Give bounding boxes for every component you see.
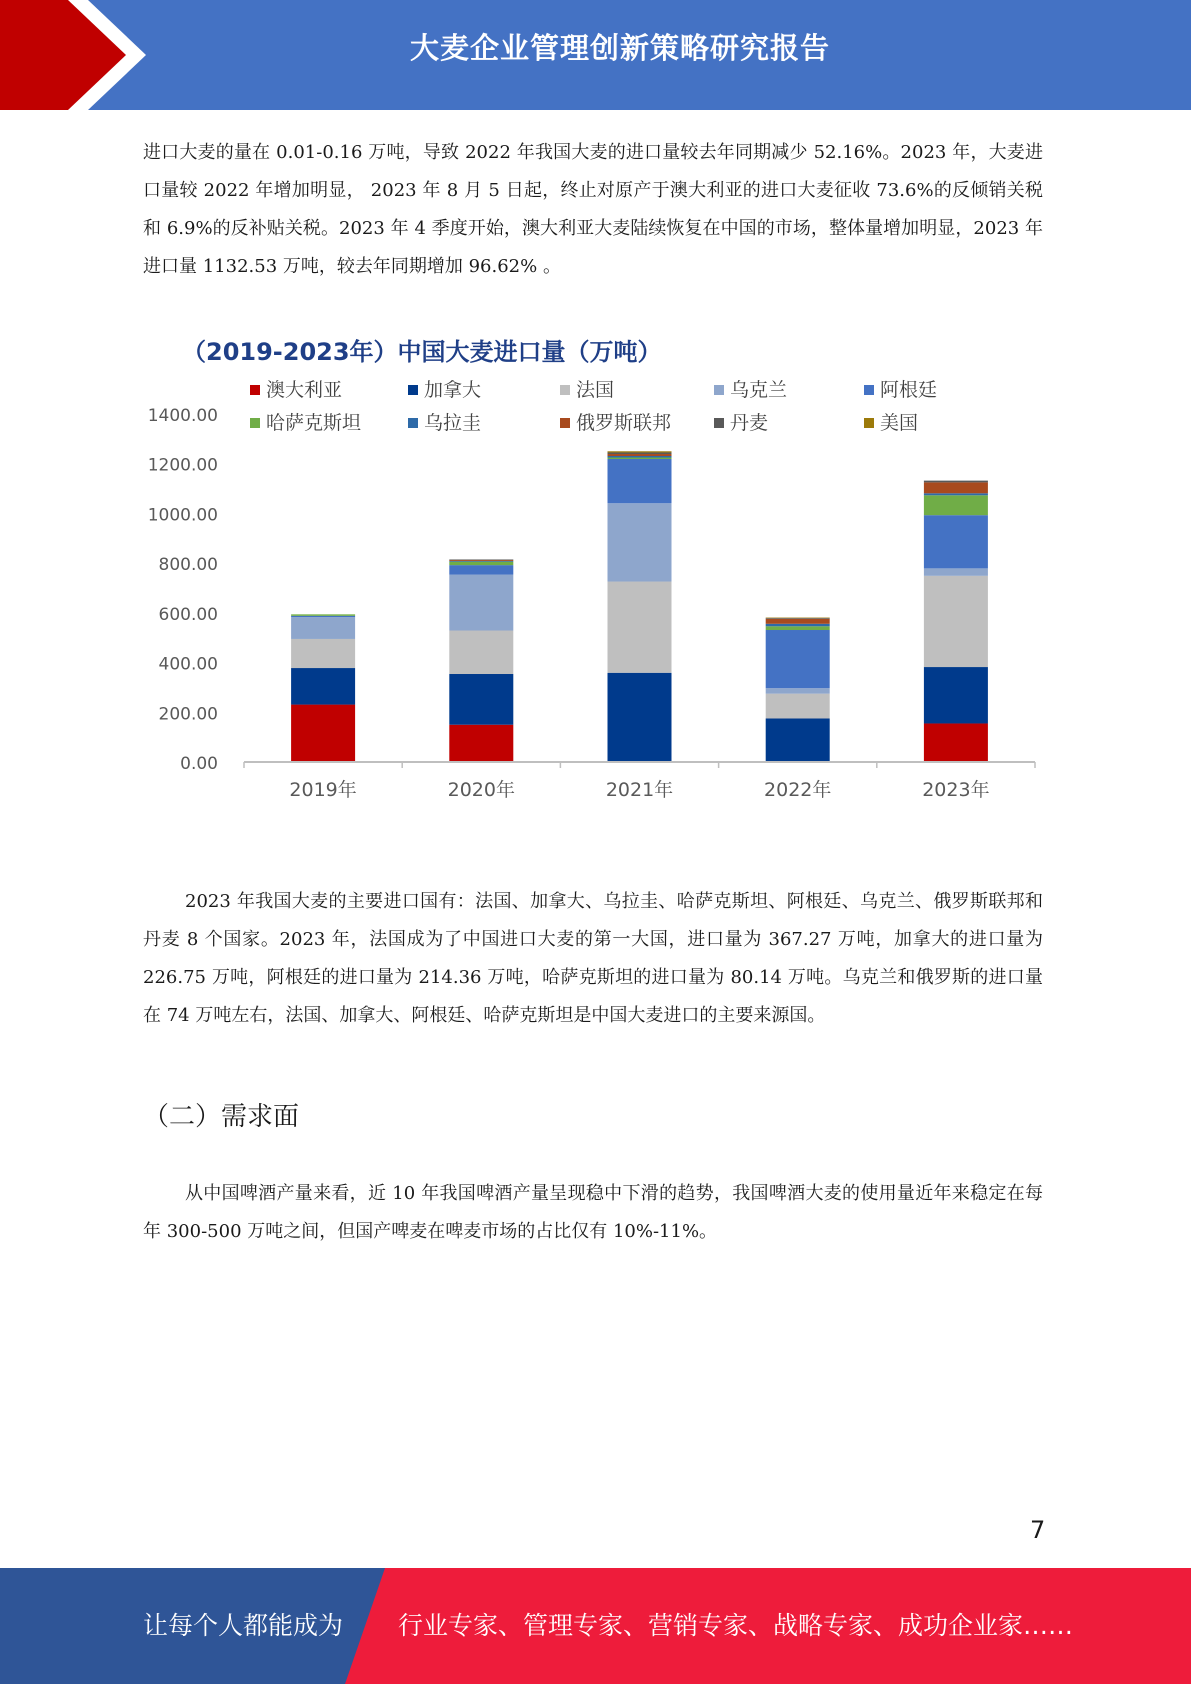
y-tick-label: 400.00 [158, 654, 218, 675]
x-tick-label: 2020年 [447, 779, 515, 801]
legend-swatch [250, 418, 260, 428]
chart-legend [250, 379, 937, 434]
header-title: 大麦企业管理创新策略研究报告 [409, 31, 830, 65]
y-tick-label: 600.00 [158, 604, 218, 625]
bar-segment [449, 674, 513, 725]
legend-label: 美国 [880, 412, 919, 434]
section-title-demand: （二）需求面 [143, 1102, 300, 1132]
legend-swatch [714, 385, 724, 395]
bar-segment [291, 668, 355, 705]
legend-label: 俄罗斯联邦 [576, 412, 672, 434]
legend-swatch [408, 385, 418, 395]
chart-y-axis [148, 406, 218, 774]
bar-segment [766, 630, 830, 688]
page-footer [0, 1568, 1191, 1684]
bar-segment [924, 482, 988, 493]
x-tick-label: 2022年 [764, 779, 832, 801]
bar-segment [766, 619, 830, 624]
bar-segment [924, 667, 988, 723]
chart-x-axis [244, 762, 1035, 801]
bar-segment [924, 481, 988, 483]
page-header [0, 0, 1191, 110]
x-tick-label: 2023年 [922, 779, 990, 801]
bar-segment [766, 719, 830, 763]
bar-segment [608, 673, 672, 762]
legend-label: 阿根廷 [880, 379, 938, 401]
bar-segment [291, 617, 355, 639]
bar-segment [608, 503, 672, 581]
bar-segment [924, 723, 988, 762]
legend-label: 乌拉圭 [424, 412, 482, 434]
bar-segment [924, 568, 988, 575]
bar-segment [449, 631, 513, 675]
bar-segment [449, 561, 513, 562]
bar-segment [608, 458, 672, 459]
bar-segment [291, 705, 355, 762]
x-tick-label: 2021年 [605, 779, 674, 801]
paragraph-import-overview: 进口大麦的量在 0.01-0.16 万吨，导致 2022 年我国大麦的进口量较去年同期减少 52.16%。2023 年，大麦进口量较 2022 年增加明显， 2023 年 8 月 5 日起，终止对原产于澳大利亚的进口大麦征收 73.6%的反倾销关税和 6.9%的反补贴关税。2023 年 4 季度开始，澳大利亚大麦陆续恢复在中国的市场，整体量增加明显，2023 年进口量 1132.53 万吨，较去年同期增加 96.62% 。 [143, 142, 1043, 277]
legend-swatch [864, 418, 874, 428]
header-arrow-decoration [0, 0, 160, 110]
paragraph-beer-demand: 从中国啤酒产量来看，近 10 年我国啤酒产量呈现稳中下滑的趋势，我国啤酒大麦的使用量近年来稳定在每年 300-500 万吨之间，但国产啤麦在啤麦市场的占比仅有 10%-11%。 [143, 1183, 1043, 1242]
bar-segment [766, 694, 830, 719]
legend-label: 法国 [576, 379, 615, 401]
bar-segment [449, 562, 513, 565]
bar-segment [766, 624, 830, 626]
y-tick-label: 1000.00 [147, 505, 218, 526]
bar-segment [449, 575, 513, 631]
bar-segment [766, 618, 830, 619]
bar-segment [608, 454, 672, 456]
y-tick-label: 800.00 [158, 555, 218, 576]
bar-segment [449, 565, 513, 574]
footer-slogan-right: 行业专家、管理专家、营销专家、战略专家、成功企业家…… [398, 1611, 1074, 1640]
bar-segment [924, 493, 988, 495]
bar-segment [291, 614, 355, 615]
bar-segment [924, 576, 988, 667]
bar-segment [291, 639, 355, 668]
legend-label: 哈萨克斯坦 [266, 412, 362, 434]
x-tick-label: 2019年 [289, 779, 357, 801]
legend-label: 乌克兰 [730, 379, 788, 401]
footer-slogan-left: 让每个人都能成为 [143, 1611, 344, 1640]
legend-swatch [560, 418, 570, 428]
bar-segment [608, 459, 672, 503]
barley-import-chart [120, 320, 1050, 820]
paragraph-main-importers: 2023 年我国大麦的主要进口国有：法国、加拿大、乌拉圭、哈萨克斯坦、阿根廷、乌克兰、俄罗斯联邦和丹麦 8 个国家。2023 年，法国成为了中国进口大麦的第一大国，进口量为 367.27 万吨，加拿大的进口量为 226.75 万吨，阿根廷的进口量为 214.36 万吨，哈萨克斯坦的进口量为 80.14 万吨。乌克兰和俄罗斯的进口量在 74 万吨左右，法国、加拿大、阿根廷、哈萨克斯坦是中国大麦进口的主要来源国。 [143, 891, 1043, 1026]
bar-segment [608, 582, 672, 673]
y-tick-label: 1200.00 [147, 455, 218, 476]
bar-segment [766, 688, 830, 693]
bar-segment [449, 560, 513, 561]
legend-swatch [714, 418, 724, 428]
bar-segment [766, 626, 830, 630]
legend-swatch [560, 385, 570, 395]
legend-swatch [250, 385, 260, 395]
bar-segment [291, 616, 355, 617]
bar-segment [924, 515, 988, 568]
bar-segment [449, 725, 513, 762]
y-tick-label: 200.00 [158, 704, 218, 725]
legend-swatch [408, 418, 418, 428]
y-tick-label: 0.00 [180, 754, 218, 774]
bar-segment [608, 453, 672, 454]
legend-label: 丹麦 [730, 412, 769, 434]
legend-label: 加拿大 [424, 379, 482, 401]
chart-bars [291, 451, 988, 762]
chart-title: （2019-2023年）中国大麦进口量（万吨） [182, 338, 662, 366]
legend-swatch [864, 385, 874, 395]
legend-label: 澳大利亚 [266, 379, 343, 401]
y-tick-label: 1400.00 [147, 406, 218, 426]
bar-segment [608, 456, 672, 457]
bar-segment [924, 495, 988, 515]
page-number: 7 [1030, 1516, 1046, 1544]
bar-segment [608, 451, 672, 452]
